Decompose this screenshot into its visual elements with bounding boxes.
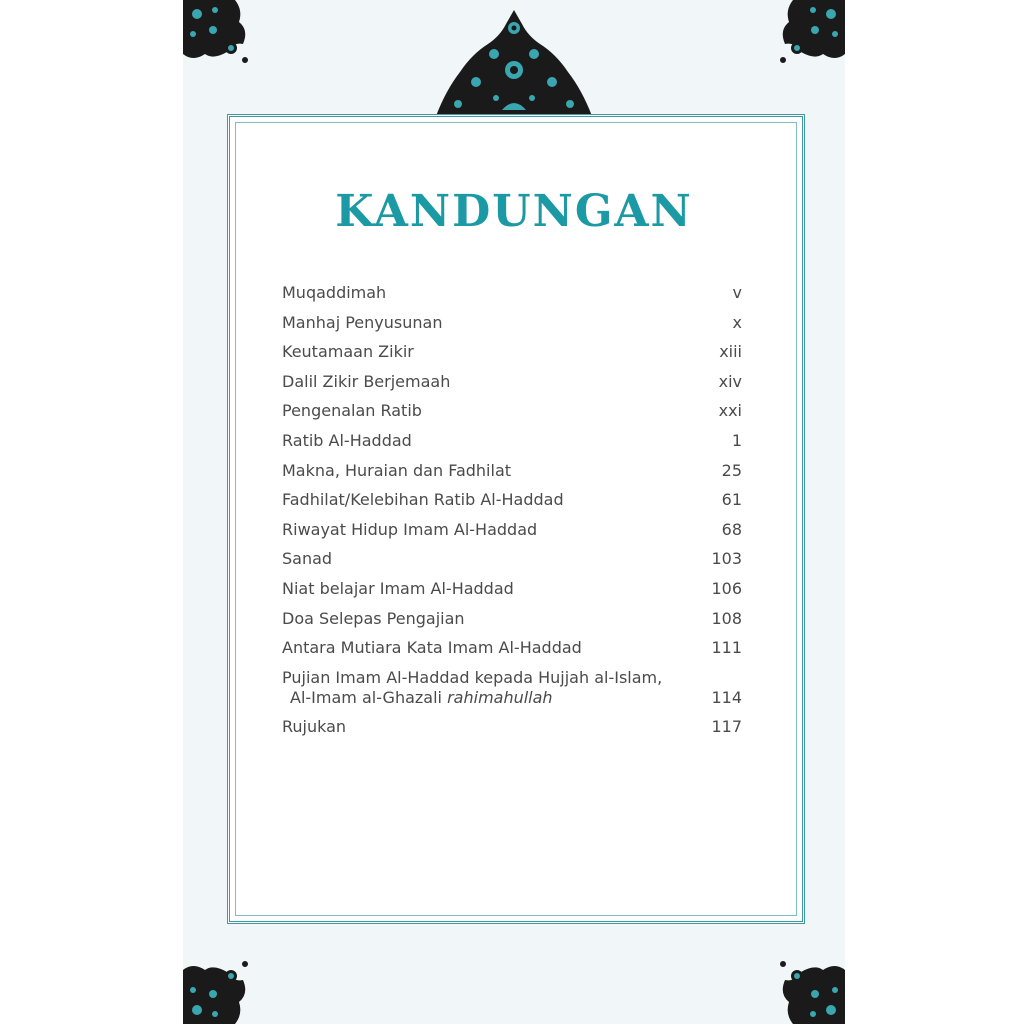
book-page [183, 0, 845, 1024]
top-arabesque-ornament [436, 10, 592, 118]
toc-item-title: Riwayat Hidup Imam Al-Haddad [282, 519, 538, 539]
toc-item[interactable] [282, 609, 742, 629]
toc-item-title-line1: Pujian Imam Al-Haddad kepada Hujjah al-Islam, [282, 667, 663, 687]
toc-item-title: Makna, Huraian dan Fadhilat [282, 460, 512, 480]
toc-item-page: xxi [718, 401, 742, 421]
toc-item-title [282, 668, 662, 708]
toc-item-title: Muqaddimah [282, 283, 387, 302]
toc-item-page: 106 [711, 578, 742, 598]
toc-item-title: Antara Mutiara Kata Imam Al-Haddad [282, 638, 582, 658]
toc-item-title: Niat belajar Imam Al-Haddad [282, 578, 514, 598]
toc-item[interactable] [282, 549, 742, 569]
toc-item-title-line2 [282, 688, 662, 708]
toc-item[interactable] [282, 372, 742, 392]
toc-item-title: Ratib Al-Haddad [282, 430, 412, 450]
toc-item[interactable] [282, 461, 742, 481]
toc-item[interactable] [282, 342, 742, 362]
corner-ornament-top-right [775, 0, 845, 70]
toc-item-title: Manhaj Penyusunan [282, 312, 443, 332]
toc-item-title: Keutamaan Zikir [282, 342, 414, 362]
toc-item[interactable] [282, 401, 742, 421]
toc-item-page: 114 [711, 687, 742, 707]
toc-item[interactable] [282, 668, 742, 708]
toc-item[interactable] [282, 313, 742, 333]
toc-item-page: 111 [711, 638, 742, 658]
toc-item[interactable] [282, 520, 742, 540]
toc-item[interactable] [282, 283, 742, 303]
toc-item[interactable] [282, 579, 742, 599]
toc-item-title: Rujukan [282, 717, 347, 737]
toc-item-title-line2-text: Al-Imam al-Ghazali [290, 687, 442, 707]
toc-item-page: 103 [711, 549, 742, 569]
toc-item[interactable] [282, 717, 742, 737]
toc-item-page: v [732, 283, 742, 302]
corner-ornament-bottom-left [183, 954, 253, 1024]
toc-item[interactable] [282, 431, 742, 451]
toc-item-title: Dalil Zikir Berjemaah [282, 371, 451, 391]
toc-item-title-line2-italic: rahimahullah [447, 687, 553, 707]
page-title: KANDUNGAN [335, 186, 693, 237]
toc-item-title: Fadhilat/Kelebihan Ratib Al-Haddad [282, 490, 564, 510]
toc-item-title: Doa Selepas Pengajian [282, 608, 465, 628]
toc-item-page: xiii [719, 342, 742, 362]
toc-item-page: 61 [721, 490, 742, 510]
toc-item-title: Pengenalan Ratib [282, 401, 422, 421]
table-of-contents [282, 283, 742, 747]
toc-item-page: 25 [721, 460, 742, 480]
toc-item-page: 68 [721, 519, 742, 539]
corner-ornament-top-left [183, 0, 253, 70]
toc-item[interactable] [282, 638, 742, 658]
toc-item-page: x [732, 312, 742, 332]
toc-item-title: Sanad [282, 549, 333, 569]
toc-item[interactable] [282, 490, 742, 510]
toc-item-page: 117 [711, 717, 742, 737]
corner-ornament-bottom-right [775, 954, 845, 1024]
toc-item-page: 108 [711, 608, 742, 628]
toc-item-page: 1 [731, 430, 742, 450]
toc-item-page: xiv [718, 371, 742, 391]
